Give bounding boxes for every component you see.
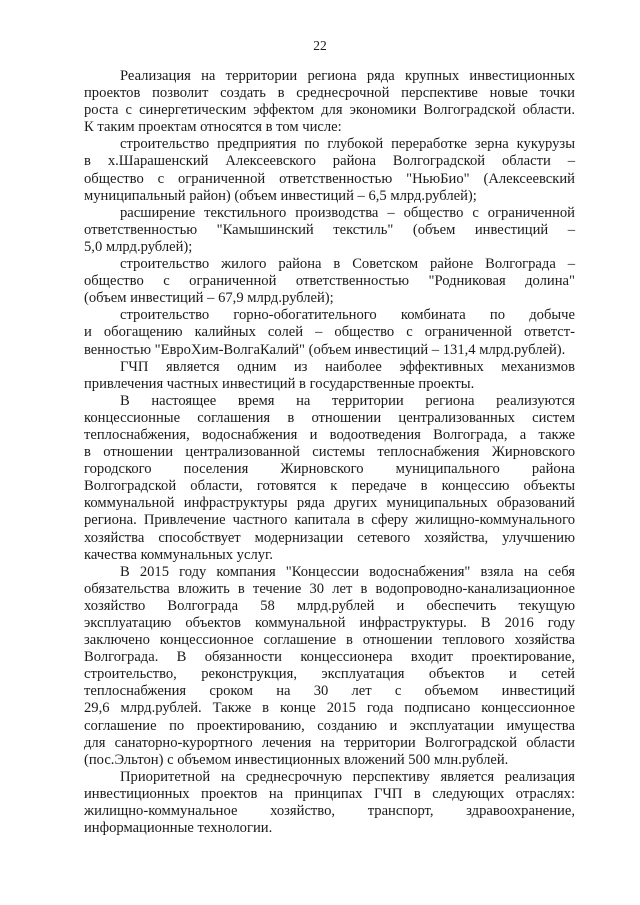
text-line: строительство жилого района в Советском районе Волгограда –: [120, 256, 575, 273]
paragraph: [84, 769, 575, 837]
text-line: заключено концессионное соглашение в отношении теплового хозяйства: [84, 632, 575, 649]
text-line: роста с синергетическим эффектом для экономики Волгоградской области.: [84, 102, 575, 119]
text-line: привлечения частных инвестиций в государственные проекты.: [84, 375, 475, 392]
text-line: Приоритетной на среднесрочную перспективу является реализация: [120, 768, 575, 785]
text-line: теплоснабжения сроком на 30 лет с объемом инвестиций: [84, 683, 575, 700]
text-line: качества коммунальных услуг.: [84, 546, 274, 563]
paragraph: [84, 136, 575, 204]
paragraph: [84, 359, 575, 393]
text-line: Волгоградской области, готовятся к передаче в концессию объекты: [84, 478, 575, 495]
text-line: инвестиционных проектов на принципах ГЧП в следующих отраслях:: [84, 785, 575, 802]
text-line: проектов позволит создать в среднесрочной перспективе новые точки: [84, 85, 575, 102]
paragraph: [84, 68, 575, 136]
text-line: расширение текстильного производства – общество с ограниченной: [120, 204, 575, 221]
text-line: информационные технологии.: [84, 820, 273, 837]
paragraph: [84, 393, 575, 564]
text-line: эксплуатацию объектов коммунальной инфраструктуры. В 2016 году: [84, 615, 575, 631]
text-line: хозяйство Волгограда 58 млрд.рублей и обеспечить текущую: [84, 597, 575, 614]
text-line: жилищно-коммунальное хозяйство, транспорт, здравоохранение,: [84, 803, 575, 820]
text-line: (пос.Эльтон) с объемом инвестиционных вложений 500 млн.рублей.: [84, 751, 509, 768]
text-line: общество с ограниченной ответственностью "Родниковая долина": [84, 273, 575, 290]
text-line: обязательства вложить в течение 30 лет в водопроводно-канализационное: [84, 580, 575, 597]
text-line: теплоснабжения, водоснабжения и водоотведения Волгограда, а также: [84, 426, 575, 443]
text-line: коммунальной инфраструктуры ряда других муниципальных образований: [84, 495, 575, 512]
text-line: В настоящее время на территории региона реализуются: [120, 392, 575, 409]
page-number: 22: [313, 38, 327, 53]
paragraph: [84, 256, 575, 307]
text-line: строительство, реконструкция, эксплуатация объектов и сетей: [84, 666, 575, 683]
text-line: строительство горно-обогатительного комбината по добыче: [120, 307, 575, 324]
document-body: [84, 68, 575, 837]
text-line: хозяйства способствует модернизации сетевого хозяйства, улучшению: [84, 529, 575, 546]
text-line: муниципальный район) (объем инвестиций – 6,5 млрд.рублей);: [84, 187, 477, 204]
text-line: городского поселения Жирновского муниципального района: [84, 461, 575, 478]
text-line: концессионные соглашения в отношении централизованных систем: [84, 409, 575, 426]
text-line: и обогащению калийных солей – общество с ограниченной ответст-: [84, 324, 575, 341]
text-line: соглашение по проектированию, созданию и эксплуатации имущества: [84, 717, 575, 734]
text-line: в отношении централизованной системы теплоснабжения Жирновского: [84, 444, 575, 461]
text-line: региона. Привлечение частного капитала в сферу жилищно-коммунального: [84, 512, 575, 529]
text-line: (объем инвестиций – 67,9 млрд.рублей);: [84, 290, 334, 307]
text-line: для санаторно-курортного лечения на территории Волгоградской области: [84, 734, 575, 751]
text-line: Реализация на территории региона ряда крупных инвестиционных: [120, 68, 575, 84]
paragraph: [84, 205, 575, 256]
text-line: ответственностью "Камышинский текстиль" (объем инвестиций –: [84, 221, 575, 238]
text-line: 29,6 млрд.рублей. Также в конце 2015 года подписано концессионное: [84, 700, 575, 717]
paragraph: [84, 564, 575, 769]
text-line: К таким проектам относятся в том числе:: [84, 119, 342, 136]
text-line: Волгограда. В обязанности концессионера входит проектирование,: [84, 649, 575, 666]
paragraph: [84, 307, 575, 358]
text-line: в х.Шарашенский Алексеевского района Волгоградской области –: [84, 153, 575, 170]
text-line: 5,0 млрд.рублей);: [84, 238, 193, 255]
text-line: венностью "ЕвроХим-ВолгаКалий" (объем инвестиций – 131,4 млрд.рублей).: [84, 341, 566, 358]
text-line: общество с ограниченной ответственностью "НьюБио" (Алексеевский: [84, 170, 575, 187]
text-line: ГЧП является одним из наиболее эффективных механизмов: [120, 358, 575, 375]
text-line: В 2015 году компания "Концессии водоснабжения" взяла на себя: [120, 563, 575, 580]
text-line: строительство предприятия по глубокой переработке зерна кукурузы: [120, 136, 575, 153]
